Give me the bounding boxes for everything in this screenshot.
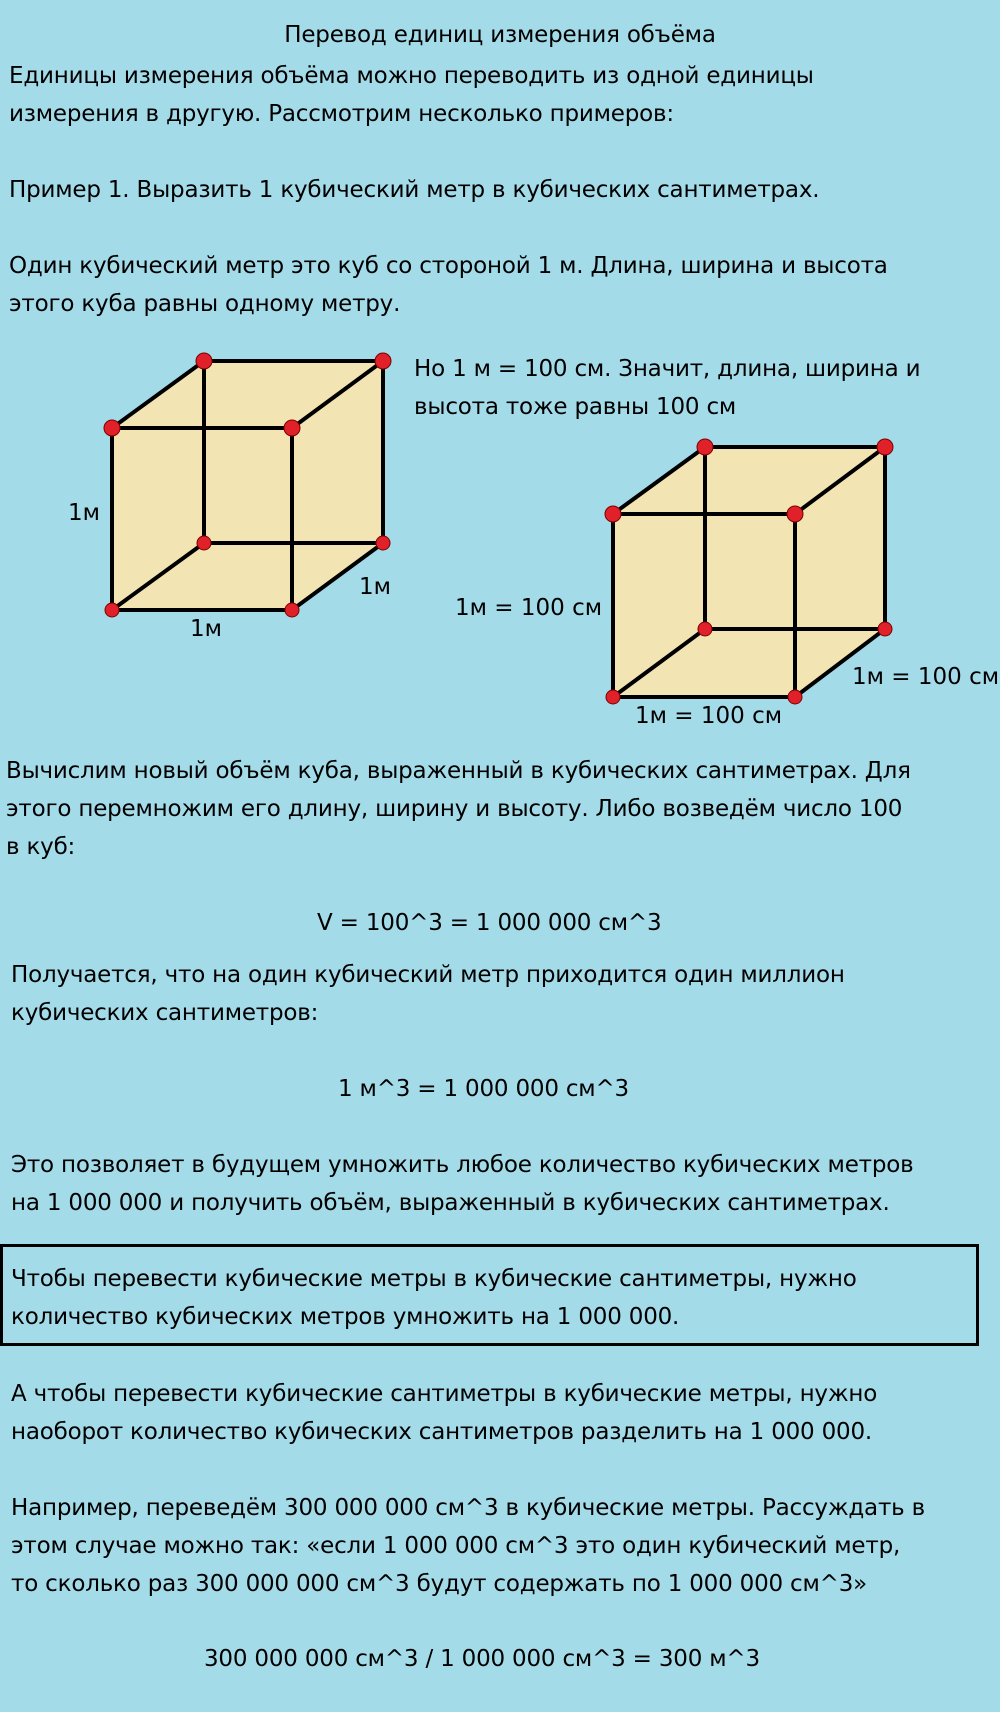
cube-2-width-label: 1м = 100 см: [635, 703, 783, 729]
cube-1-width-label: 1м: [190, 616, 222, 642]
allows-line-2: на 1 000 000 и получить объём, выраженный в кубических сантиметрах.: [11, 1190, 890, 1216]
formula-2: 1 м^3 = 1 000 000 см^3: [338, 1076, 629, 1102]
cube-1-height-label: 1м: [68, 500, 100, 526]
note-line-1: Но 1 м = 100 см. Значит, длина, ширина и: [414, 356, 921, 382]
rule-line-1: Чтобы перевести кубические метры в кубические сантиметры, нужно: [11, 1266, 857, 1292]
compute-line-2: этого перемножим его длину, ширину и высоту. Либо возведём число 100: [6, 796, 903, 822]
cube-2-height-label: 1м = 100 см: [455, 595, 603, 621]
allows-line-1: Это позволяет в будущем умножить любое количество кубических метров: [11, 1152, 914, 1178]
result-line-2: кубических сантиметров:: [11, 1000, 319, 1026]
page-title: Перевод единиц измерения объёма: [284, 22, 716, 48]
example2-line-2: этом случае можно так: «если 1 000 000 см^3 это один кубический метр,: [11, 1533, 901, 1559]
compute-line-3: в куб:: [6, 834, 76, 860]
example2-line-1: Например, переведём 300 000 000 см^3 в кубические метры. Рассуждать в: [11, 1495, 925, 1521]
reverse-line-1: А чтобы перевести кубические сантиметры в кубические метры, нужно: [11, 1381, 878, 1407]
example1-heading: Пример 1. Выразить 1 кубический метр в кубических сантиметрах.: [9, 177, 820, 203]
cube-desc-line-2: этого куба равны одному метру.: [9, 291, 401, 317]
reverse-line-2: наоборот количество кубических сантиметров разделить на 1 000 000.: [11, 1419, 873, 1445]
note-line-2: высота тоже равны 100 см: [414, 394, 737, 420]
intro-line-2: измерения в другую. Рассмотрим несколько примеров:: [9, 101, 674, 127]
example2-line-3: то сколько раз 300 000 000 см^3 будут содержать по 1 000 000 см^3»: [11, 1571, 868, 1597]
intro-line-1: Единицы измерения объёма можно переводить из одной единицы: [9, 63, 814, 89]
compute-line-1: Вычислим новый объём куба, выраженный в кубических сантиметрах. Для: [6, 758, 911, 784]
formula-1: V = 100^3 = 1 000 000 см^3: [317, 910, 662, 936]
cube-desc-line-1: Один кубический метр это куб со стороной 1 м. Длина, ширина и высота: [9, 253, 888, 279]
cube-2-depth-label: 1м = 100 см: [852, 664, 1000, 690]
cube-1-depth-label: 1м: [359, 574, 391, 600]
rule-line-2: количество кубических метров умножить на 1 000 000.: [11, 1304, 680, 1330]
result-line-1: Получается, что на один кубический метр приходится один миллион: [11, 962, 845, 988]
formula-3: 300 000 000 см^3 / 1 000 000 см^3 = 300 м^3: [204, 1646, 760, 1672]
